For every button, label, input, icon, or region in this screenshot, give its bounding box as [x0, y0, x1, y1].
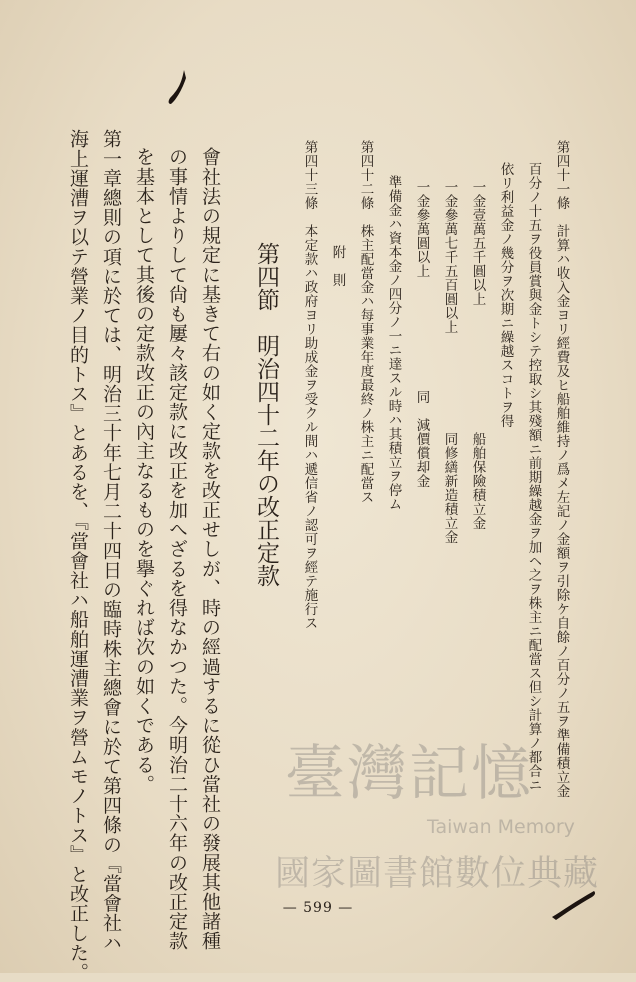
body-line-5: 海上運漕ヲ以テ營業ノ目的トス』とあるを、『當會社ハ船舶運漕業ヲ營ムモノトス』と改正した。	[67, 129, 89, 982]
watermark-title: 臺灣記憶	[285, 739, 533, 809]
ink-mark-top	[162, 68, 196, 112]
body-line-4: 第一章總則の項に於ては、明治三十年七月二十四日の臨時株主總會に於て第四條の『當會社ハ	[100, 129, 122, 953]
reserve-item-3: 一金參萬圓以上 同 減價償却金	[413, 180, 430, 488]
page-number: — 599 —	[282, 900, 354, 916]
article-41-line-3: 依リ利益金ノ幾分ヲ次期ニ繰越スコトヲ得	[497, 162, 514, 428]
reserve-item-1: 一金壹萬五千圓以上 船舶保險積立金	[469, 180, 486, 530]
body-line-1: 會社法の規定に基きて右の如く定款を改正せしが、時の經過するに從ひ當社の發展其他諸種	[199, 147, 221, 951]
reserve-item-2: 一金參萬七千五百圓以上 同修繕新造積立金	[441, 180, 458, 544]
reserve-note: 準備金ハ資本金ノ四分ノ一ニ達スル時ハ其積立ヲ停ム	[385, 175, 402, 511]
body-line-2: の事情よりして尙も屢々該定款に改正を加へざるを得なかつた。今明治二十六年の改正定款	[166, 147, 188, 951]
body-line-3: を基本として其後の定款改正の內主なるものを擧ぐれば次の如くである。	[133, 147, 155, 794]
article-43: 第四十三條 本定款ハ政府ヨリ助成金ヲ受クル間ハ遞信省ノ認可ヲ經テ施行ス	[301, 140, 318, 630]
article-41-line-2: 百分ノ十五ヲ役員賞與金トシテ控取シ其殘額ニ前期繰越金ヲ加ヘ之ヲ株主ニ配當ス但シ計算ノ都合ニ	[525, 162, 542, 792]
watermark-subtitle: Taiwan Memory	[427, 816, 575, 838]
section-heading: 第四節 明治四十二年の改正定款	[253, 242, 279, 587]
article-42: 第四十二條 株主配當金ハ每事業年度最終ノ株主ニ配當ス	[357, 140, 374, 504]
article-41-line-1: 第四十一條 計算ハ收入金ヨリ經費及ヒ船舶維持ノ爲メ左記ノ金額ヲ引除ケ自餘ノ百分ノ五ヲ準備積立金	[553, 140, 570, 798]
supplementary-heading: 附 則	[329, 245, 346, 287]
watermark-library: 國家圖書館數位典藏	[275, 854, 600, 894]
library-watermark	[275, 720, 615, 894]
